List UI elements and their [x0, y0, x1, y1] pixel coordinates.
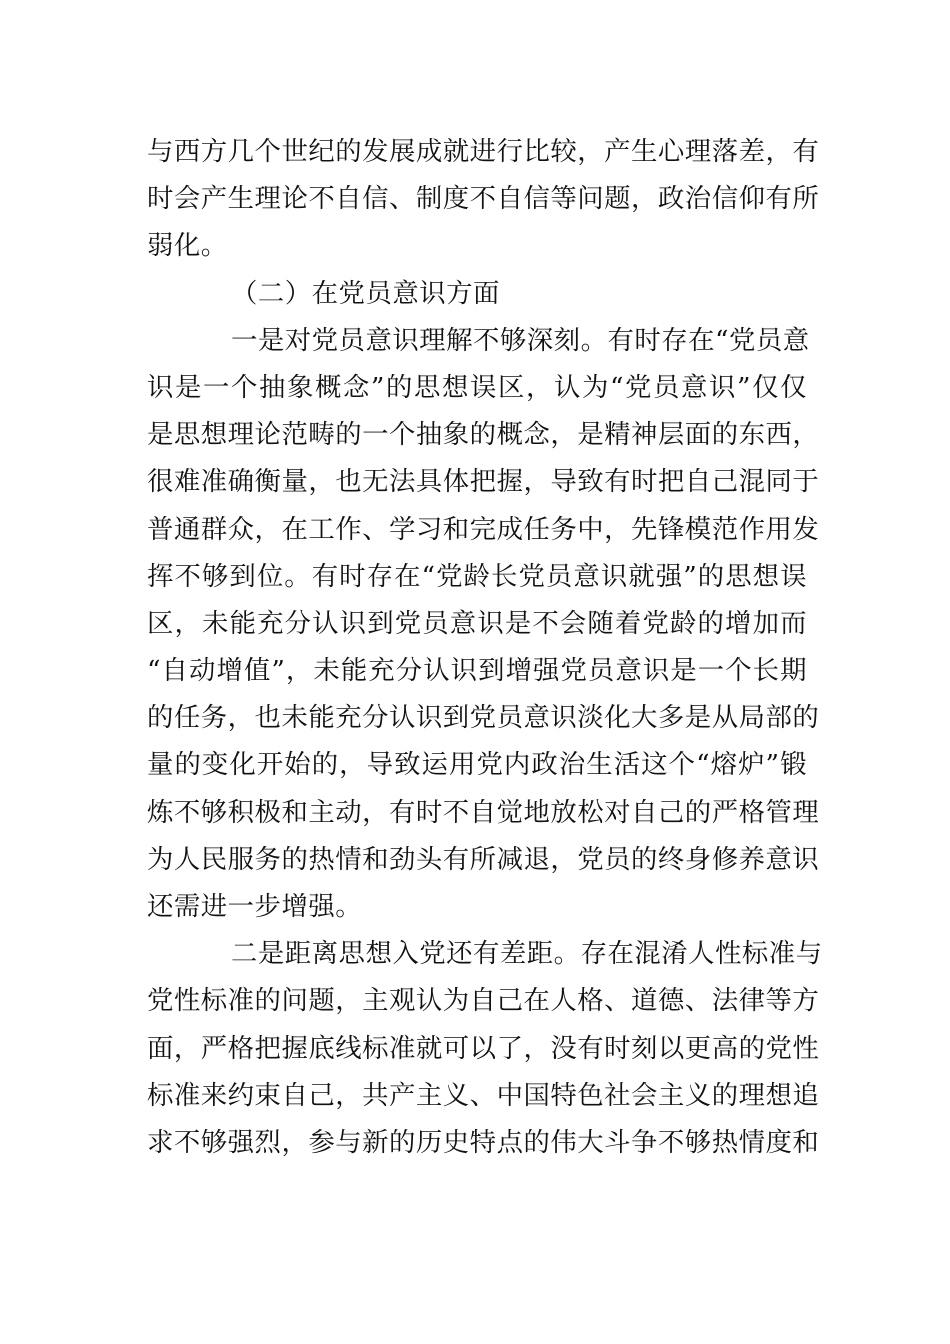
text-line: 为人民服务的热情和劲头有所减退，党员的终身修养意识 [147, 843, 820, 875]
text-line: “自动增值”，未能充分认识到增强党员意识是一个长期 [147, 655, 807, 687]
text-line: 普通群众，在工作、学习和完成任务中，先锋模范作用发 [147, 513, 820, 545]
text-line: 是思想理论范畴的一个抽象的概念，是精神层面的东西， [147, 419, 820, 451]
text-line: 时会产生理论不自信、制度不自信等问题，政治信仰有所 [147, 183, 820, 215]
text-line: 求不够强烈，参与新的历史特点的伟大斗争不够热情度和 [147, 1126, 820, 1158]
text-line: 党性标准的问题，主观认为自己在人格、道德、法律等方 [147, 985, 820, 1017]
text-line: 很难准确衡量，也无法具体把握，导致有时把自己混同于 [147, 466, 820, 498]
text-line: 量的变化开始的，导致运用党内政治生活这个“熔炉”锻 [147, 749, 807, 781]
section-heading: （二）在党员意识方面 [231, 277, 500, 309]
text-line: 标准来约束自己，共产主义、中国特色社会主义的理想追 [147, 1079, 820, 1111]
text-line: 二是距离思想入党还有差距。存在混淆人性标准与 [231, 938, 823, 970]
text-line: 识是一个抽象概念”的思想误区，认为“党员意识”仅仅 [147, 371, 807, 403]
text-line: 还需进一步增强。 [147, 891, 363, 922]
text-line: 与西方几个世纪的发展成就进行比较，产生心理落差，有 [147, 136, 820, 167]
text-line: 面，严格把握底线标准就可以了，没有时刻以更高的党性 [147, 1032, 820, 1064]
text-line: 炼不够积极和主动，有时不自觉地放松对自己的严格管理 [147, 796, 820, 828]
text-line: 区，未能充分认识到党员意识是不会随着党龄的增加而 [147, 607, 807, 639]
body-text [147, 128, 823, 1166]
text-line: 挥不够到位。有时存在“党龄长党员意识就强”的思想误 [147, 560, 807, 592]
text-line: 弱化。 [147, 230, 228, 262]
text-line: 一是对党员意识理解不够深刻。有时存在“党员意 [231, 324, 810, 356]
text-line: 的任务，也未能充分认识到党员意识淡化大多是从局部的 [147, 702, 820, 734]
